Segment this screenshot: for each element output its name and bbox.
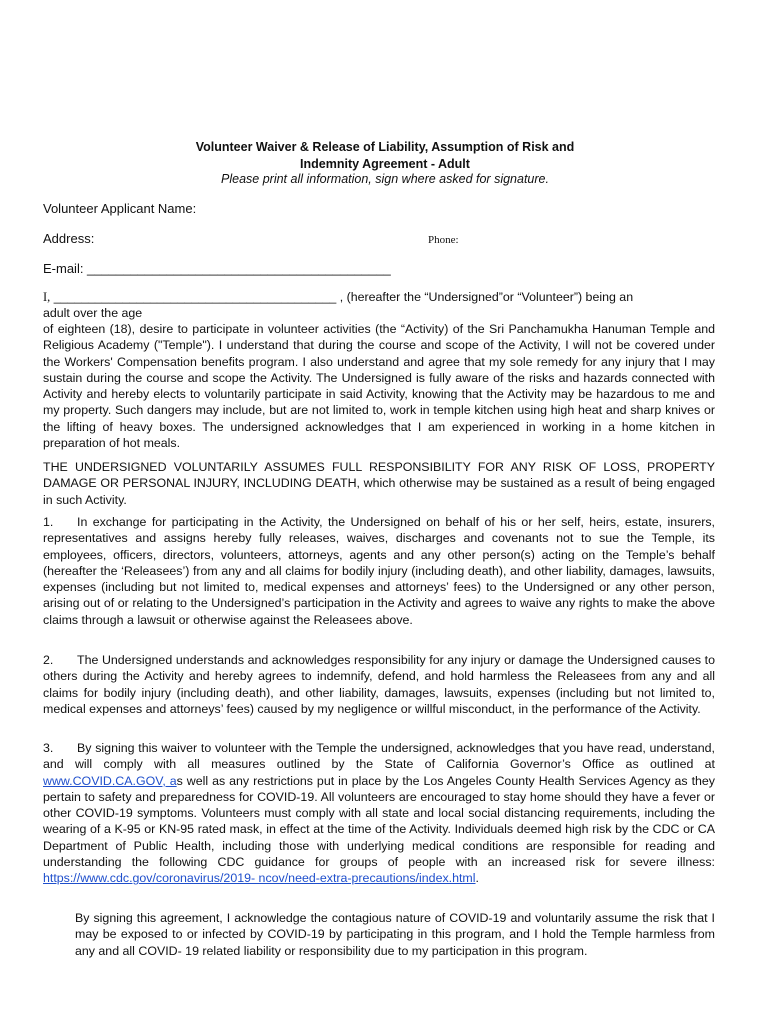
email-field-label: E-mail: __________________________________________ <box>43 261 391 276</box>
intro-first-line <box>43 289 715 305</box>
covid-ca-gov-link[interactable]: www.COVID.CA.GOV, a <box>43 773 177 788</box>
clause-2-text: The Undersigned understands and acknowledges responsibility for any injury or damage the Undersigned causes to others during the Activity and hereby agrees to indemnify, defend, and hold harmless the Releasees from any and all claims for bodily injury (including death), and other liability, damages, lawsuits, expenses (including but not limited to, medical expenses and attorneys’ fees) caused by my negligence or willful misconduct, in the performance of the Activity. <box>43 653 715 716</box>
clause-3-number: 3. <box>43 741 54 755</box>
title-line-2: Indemnity Agreement - Adult <box>300 157 470 171</box>
clause-3-text-c: . <box>475 871 479 886</box>
address-field-label: Address: <box>43 231 95 246</box>
intro-age-line: adult over the age <box>43 306 143 320</box>
assumption-paragraph: THE UNDERSIGNED VOLUNTARILY ASSUMES FULL RESPONSIBILITY FOR ANY RISK OF LOSS, PROPERTY DAMAGE OR PERSONAL INJURY, INCLUDING DEATH, which otherwise may be sustained as a result of being engaged in such Activity. <box>43 460 715 507</box>
clause-1-number: 1. <box>43 515 54 529</box>
clause-2-number: 2. <box>43 653 54 667</box>
intro-paragraph: of eighteen (18), desire to participate in volunteer activities (the “Activity) of the Sri Panchamukha Hanuman Temple and Religious Academy ("Temple"). I understand that during the course and scope of the Activity, I will not be covered under the Workers' Compensation benefits program. I also understand and agree that my sole remedy for any injury that I may sustain during the course and scope the Activity. The Undersigned is fully aware of the risks and hazards connected with Activity and hereby elects to voluntarily participate in said Activity, knowing that the Activity may be hazardous to me and my property. Such dangers may include, but are not limited to, work in temple kitchen using high heat and sharp knives or the lifting of heavy boxes. The undersigned acknowledges that I am experienced in working in a home kitchen in preparation of hot meals. <box>43 322 715 451</box>
clause-3 <box>43 740 715 887</box>
clause-3-text-b: s well as any restrictions put in place by the Los Angeles County Health Services Agency as they pertain to safety and preparedness for COVID-19. All volunteers are encouraged to stay home should they have a fever or other COVID-19 symptoms. Volunteers must comply with all state and local social distancing requirements, including the wearing of a K-95 or KN-95 rated mask, in effect at the time of the Activity. Individuals deemed high risk by the CDC or CA Department of Public Health, including those with underlying medical conditions are responsible for reading and understanding the following CDC guidance for groups of people with an increased risk for severe illness: <box>43 773 716 870</box>
subtitle: Please print all information, sign where asked for signature. <box>221 172 549 186</box>
cdc-guidance-link[interactable]: https://www.cdc.gov/coronavirus/2019- ncov/need-extra-precautions/index.html <box>43 871 476 886</box>
intro-hereafter: , (hereafter the “Undersigned”or “Volunteer”) being an <box>339 290 634 304</box>
acknowledgement-paragraph: By signing this agreement, I acknowledge the contagious nature of COVID-19 and voluntarily assume the risk that I may be exposed to or infected by COVID-19 by participating in this program, and I hold the Temple harmless from any and all COVID- 19 related liability or responsibility due to my participation in this program. <box>75 911 715 958</box>
clause-3-text-a: By signing this waiver to volunteer with the Temple the undersigned, acknowledges that you have read, understand, and will comply with all measures outlined by the State of California Governor’s Office as outlined at <box>43 741 715 772</box>
clause-1 <box>43 514 715 628</box>
title-line-1: Volunteer Waiver & Release of Liability, Assumption of Risk and <box>195 140 575 154</box>
name-field-label: Volunteer Applicant Name: <box>43 201 197 216</box>
clause-1-text: In exchange for participating in the Activity, the Undersigned on behalf of his or her self, heirs, estate, insurers, representatives and assigns hereby fully releases, waives, discharges and covenants not to sue the Temple, its employees, officers, directors, volunteers, attorneys, agents and any other person(s) acting on the Temple’s behalf (hereafter the ‘Releasees’) from any and all claims for bodily injury (including death), and other liability, damages, lawsuits, expenses (including but not limited to, medical expenses and attorneys’ fees) to the Undersigned or any other person, arising out of or relating to the Undersigned’s participation in the Activity and agrees to waive any rights to make the above claims through a lawsuit or otherwise against the Releasees above. <box>43 515 715 627</box>
phone-field-label: Phone: <box>428 234 459 246</box>
clause-2 <box>43 652 715 717</box>
intro-i: I, <box>43 290 51 304</box>
signature-blank: _________________________________________ <box>53 290 337 304</box>
